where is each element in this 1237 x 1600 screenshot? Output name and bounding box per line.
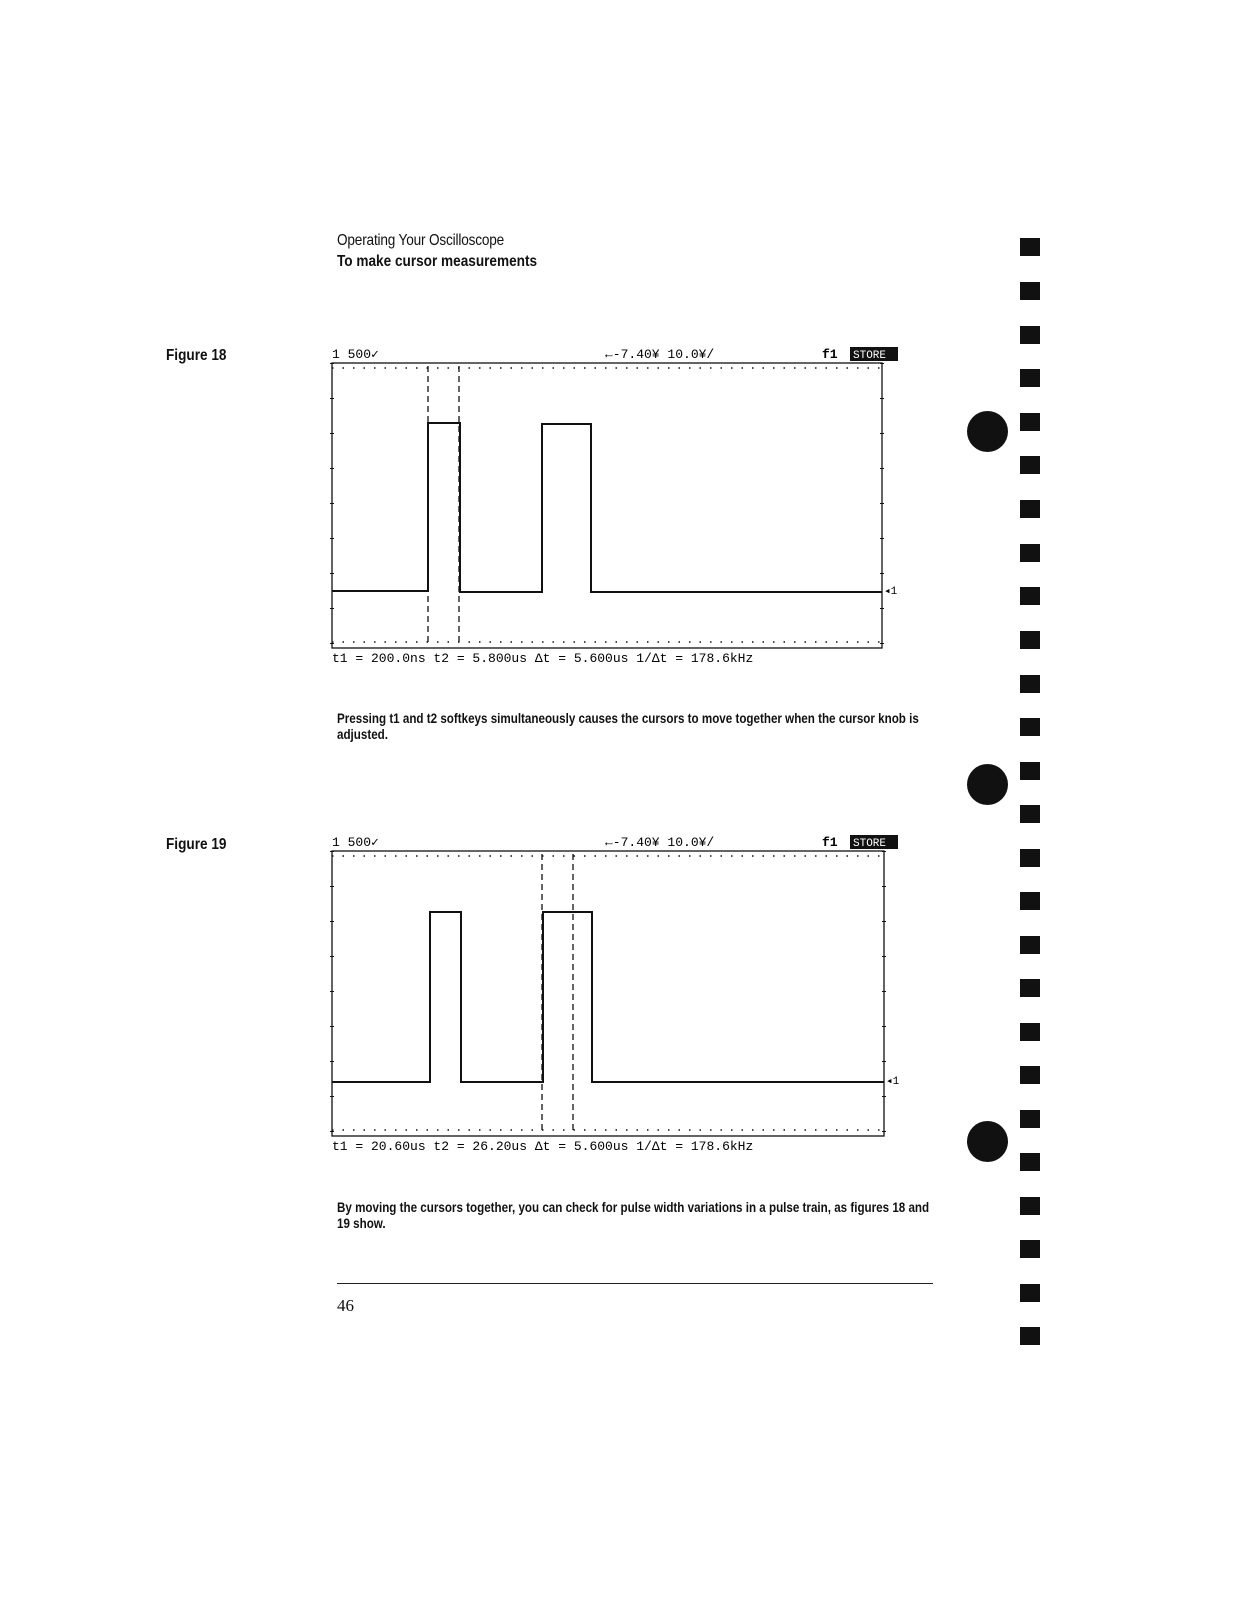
edge-mark [1020, 282, 1040, 300]
scope-offset-scale-readout: ←-7.40¥ 10.0¥/ [605, 835, 715, 850]
page-number: 46 [337, 1296, 354, 1315]
edge-mark [1020, 326, 1040, 344]
figure-19-label: Figure 19 [166, 836, 227, 853]
edge-mark [1020, 631, 1040, 649]
pulse-waveform [332, 423, 882, 592]
store-badge-label: STORE [853, 838, 887, 850]
scope-offset-scale-readout: ←-7.40¥ 10.0¥/ [605, 347, 715, 362]
graticule-frame [332, 851, 884, 1136]
edge-mark [1020, 1327, 1040, 1345]
figure-19-caption: By moving the cursors together, you can check for pulse width variations in a pulse train, as figures 18 and 19 show. [337, 1199, 930, 1231]
running-header-title: To make cursor measurements [337, 253, 538, 270]
edge-mark [1020, 456, 1040, 474]
edge-mark [1020, 979, 1040, 997]
edge-mark [1020, 675, 1040, 693]
edge-mark [1020, 1023, 1040, 1041]
edge-mark [1020, 587, 1040, 605]
edge-mark [1020, 544, 1040, 562]
figure-19-scope-display [330, 832, 910, 1154]
scope-channel-readout: 1 500✓ [332, 835, 379, 850]
footer-rule [337, 1283, 933, 1284]
binding-hole [967, 1121, 1008, 1162]
edge-mark [1020, 1066, 1040, 1084]
edge-mark [1020, 849, 1040, 867]
edge-mark [1020, 718, 1040, 736]
edge-mark [1020, 762, 1040, 780]
edge-mark [1020, 1240, 1040, 1258]
scope-trigger-readout: f1 [822, 835, 838, 850]
edge-mark [1020, 1284, 1040, 1302]
ground-marker: ◂1 [886, 1076, 900, 1088]
edge-mark [1020, 1197, 1040, 1215]
edge-mark [1020, 413, 1040, 431]
edge-mark [1020, 936, 1040, 954]
binding-hole [967, 411, 1008, 452]
cursor-readout: t1 = 20.60us t2 = 26.20us Δt = 5.600us 1/Δt = 178.6kHz [332, 1139, 754, 1154]
ground-marker: ◂1 [884, 586, 898, 598]
edge-mark [1020, 1110, 1040, 1128]
scope-channel-readout: 1 500✓ [332, 347, 379, 362]
running-header-section: Operating Your Oscilloscope [337, 232, 505, 249]
edge-mark [1020, 238, 1040, 256]
edge-mark [1020, 892, 1040, 910]
scope-trigger-readout: f1 [822, 347, 838, 362]
edge-mark [1020, 369, 1040, 387]
graticule-frame [332, 363, 882, 648]
binding-hole [967, 764, 1008, 805]
store-badge-label: STORE [853, 350, 887, 362]
pulse-waveform [332, 912, 884, 1082]
figure-18-label: Figure 18 [166, 347, 227, 364]
figure-18-scope-display [330, 344, 910, 666]
edge-mark [1020, 805, 1040, 823]
edge-mark [1020, 500, 1040, 518]
cursor-readout: t1 = 200.0ns t2 = 5.800us Δt = 5.600us 1/Δt = 178.6kHz [332, 651, 754, 666]
figure-18-caption: Pressing t1 and t2 softkeys simultaneously causes the cursors to move together when the cursor knob is adjusted. [337, 710, 919, 742]
edge-mark [1020, 1153, 1040, 1171]
